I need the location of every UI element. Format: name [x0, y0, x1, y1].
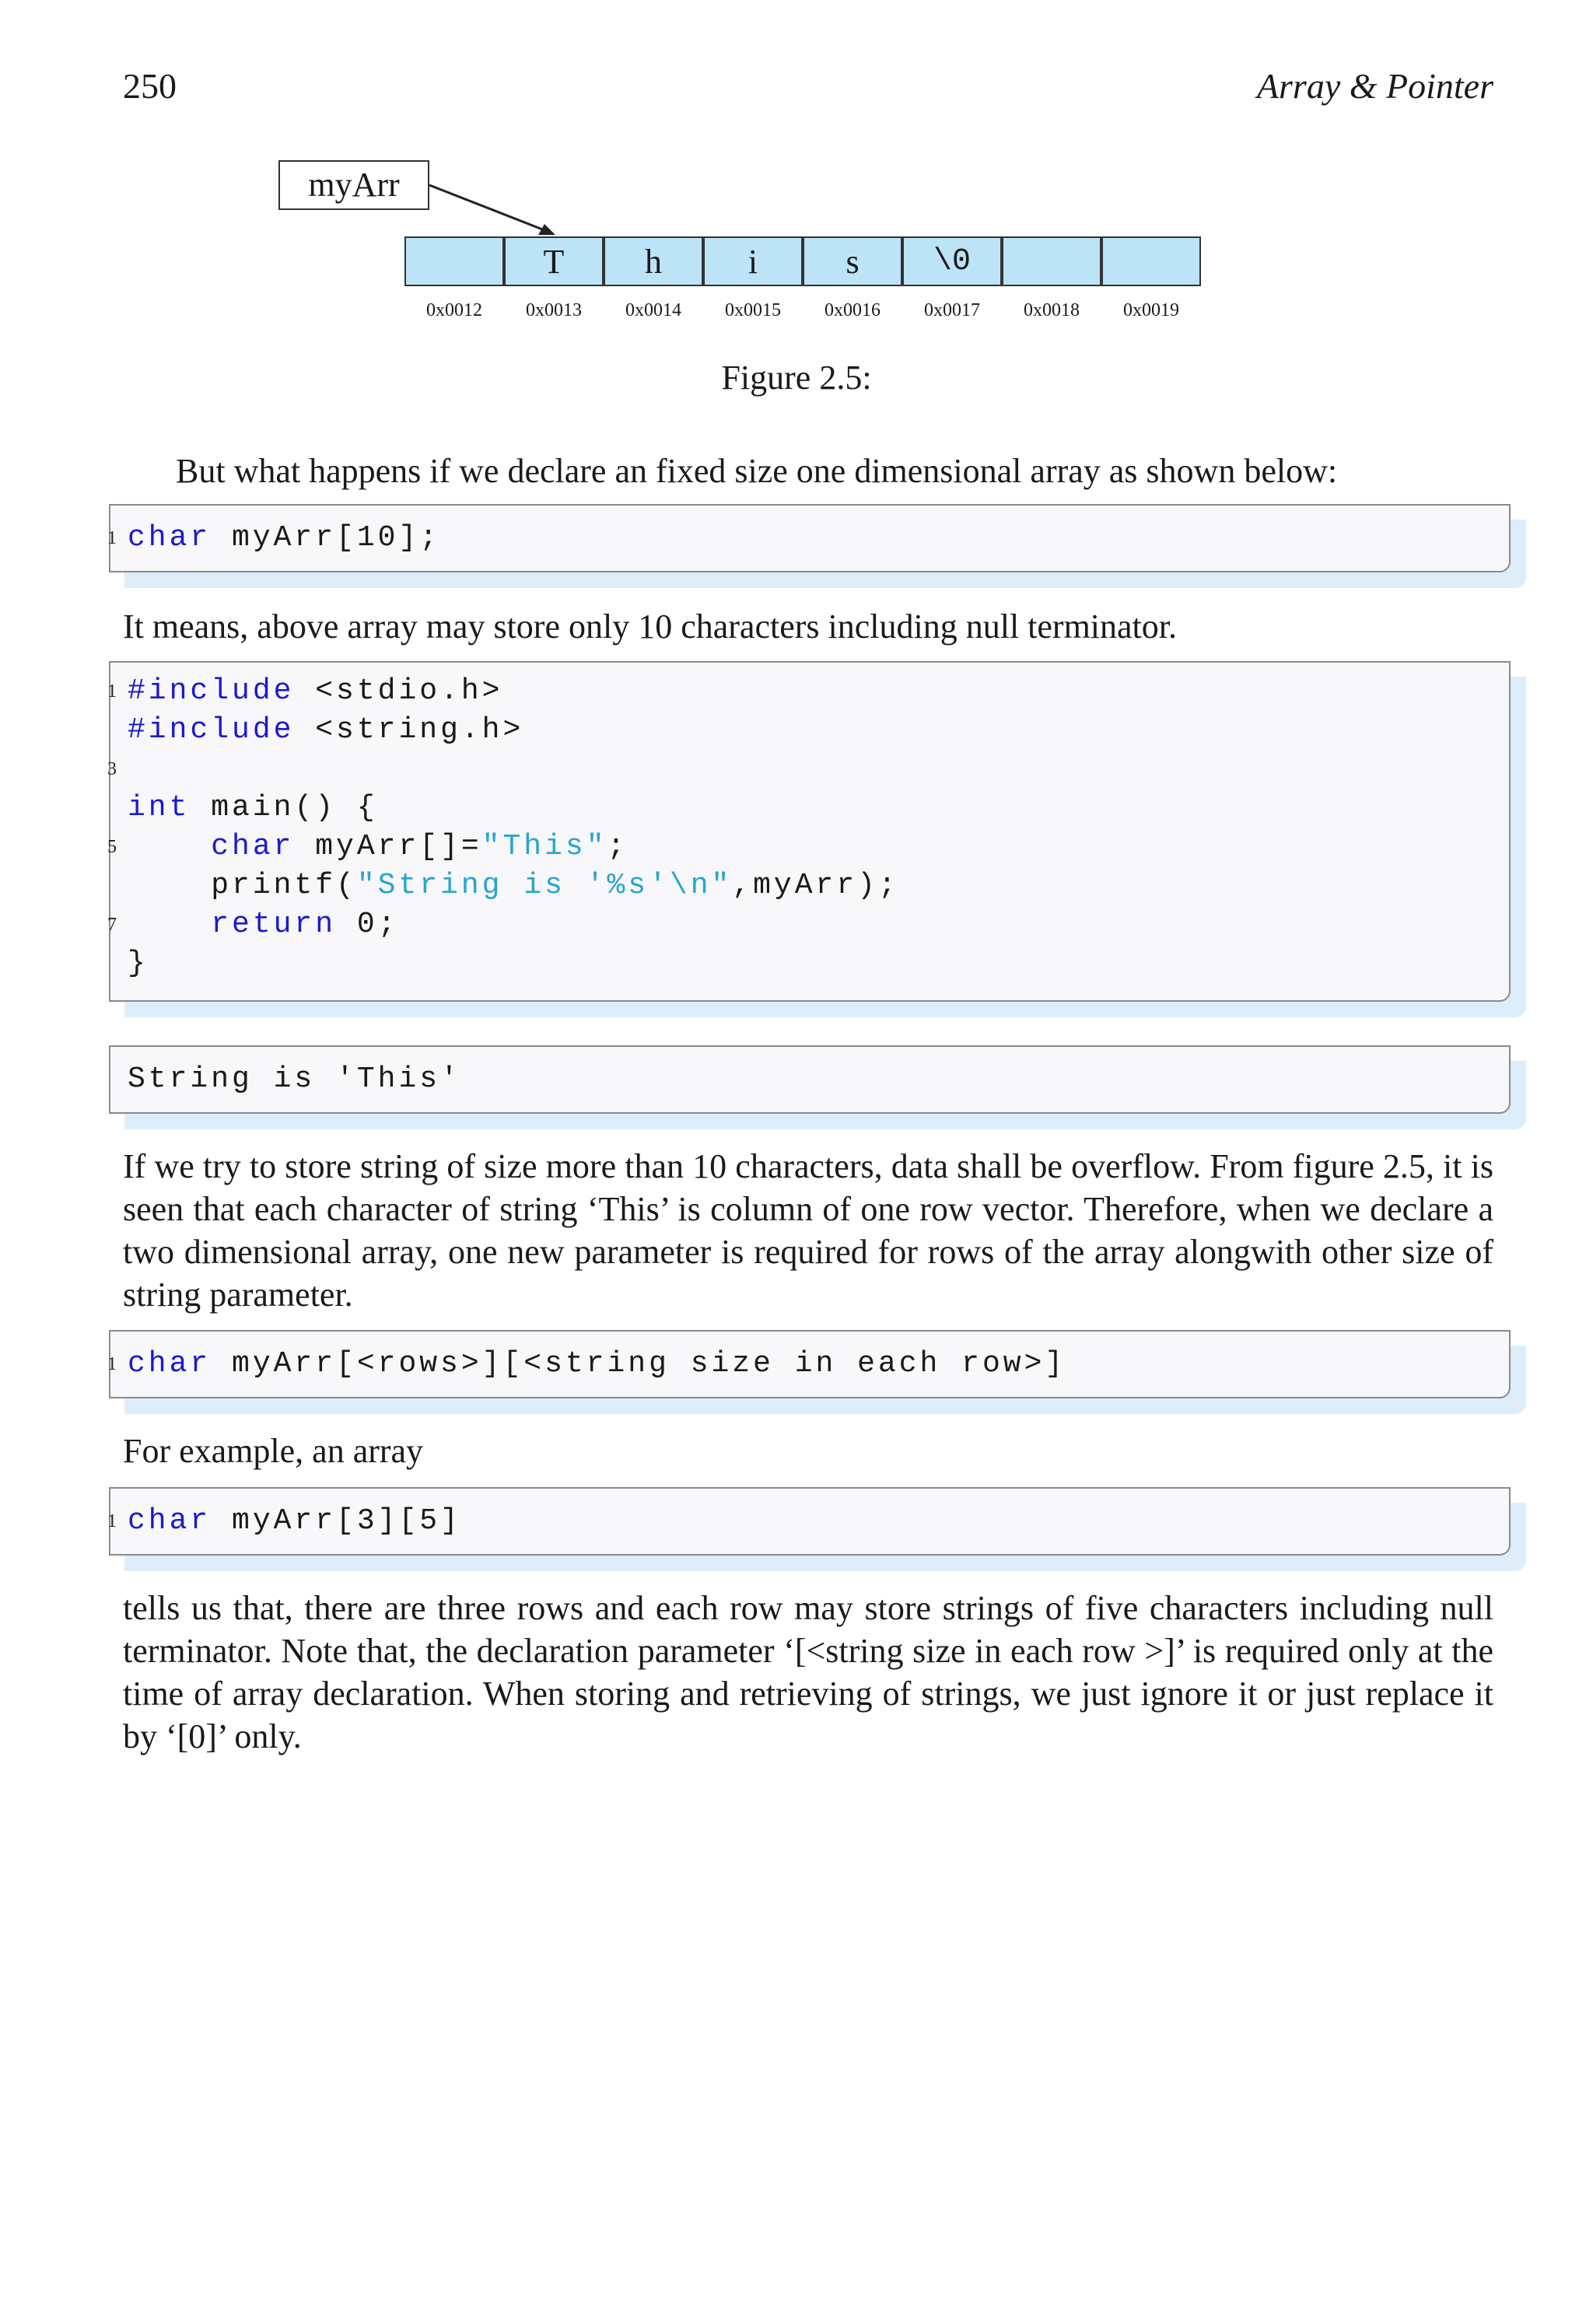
- array-cell: s: [803, 236, 902, 286]
- code-line: }: [128, 947, 149, 980]
- figure-caption: Figure 2.5:: [721, 359, 872, 397]
- paragraph-size-note: It means, above array may store only 10 characters including null terminator.: [123, 607, 1177, 646]
- line-number: 1: [107, 528, 117, 548]
- array-cell: T: [504, 236, 604, 286]
- memory-address: 0x0016: [825, 300, 881, 320]
- line-number: 3: [107, 759, 117, 779]
- array-cell: [404, 236, 504, 286]
- paragraph-example: For example, an array: [123, 1432, 424, 1470]
- code-line: 1 char myArr[3][5]: [128, 1502, 461, 1541]
- code-line: #include <string.h>: [128, 713, 524, 747]
- program-output: [109, 1045, 1511, 1114]
- array-cell: \0: [902, 236, 1002, 286]
- code-line: 1 char myArr[<rows>][<string size in each row>]: [128, 1345, 1066, 1384]
- code-listing-4: [109, 1487, 1511, 1556]
- code-line: 7 return 0;: [128, 905, 398, 944]
- line-number: 7: [107, 915, 117, 935]
- code-line: int main() {: [128, 791, 378, 824]
- memory-address: 0x0018: [1024, 300, 1080, 320]
- output-line: String is 'This': [128, 1062, 461, 1096]
- code-line: 1 #include <stdio.h>: [128, 672, 502, 711]
- memory-address: 0x0014: [625, 300, 681, 320]
- array-cell: [1101, 236, 1201, 286]
- line-number: 1: [107, 1511, 117, 1531]
- memory-address: 0x0013: [526, 300, 582, 320]
- array-cell: [1002, 236, 1101, 286]
- code-line: 5 char myArr[]="This";: [128, 828, 628, 866]
- code-listing-1: [109, 504, 1511, 572]
- line-number: 1: [107, 1354, 117, 1374]
- paragraph-explanation: tells us that, there are three rows and each row may store strings of five characters including null terminator. Note that, the declaration parameter ‘[<string size in each row >]’ is required only at the time of array declaration. When storing and retrieving of strings, we just ignore it or just replace it by ‘[0]’ only.: [123, 1589, 1493, 1755]
- chapter-title: Array & Pointer: [1256, 66, 1493, 106]
- code-listing-2: [109, 661, 1511, 1002]
- memory-address: 0x0019: [1123, 300, 1179, 320]
- code-listing-3: [109, 1330, 1511, 1398]
- code-line: 1 char myArr[10];: [128, 519, 440, 558]
- array-cell: i: [703, 236, 803, 286]
- paragraph-overflow: If we try to store string of size more than 10 characters, data shall be overflow. From figure 2.5, it is seen that each character of string ‘This’ is column of one row vector. Therefore, when we declare a two dimensional array, one new parameter is required for rows of the array alongwith other size of string parameter.: [123, 1147, 1493, 1314]
- line-number: 1: [107, 681, 117, 702]
- code-line: printf("String is '%s'\n",myArr);: [128, 869, 899, 902]
- paragraph-intro: But what happens if we declare an fixed size one dimensional array as shown below:: [176, 452, 1338, 490]
- page-number: 250: [123, 66, 177, 106]
- memory-address: 0x0012: [426, 300, 482, 320]
- memory-address: 0x0017: [924, 300, 980, 320]
- memory-address: 0x0015: [725, 300, 781, 320]
- pointer-label: myArr: [308, 166, 400, 204]
- line-number: 5: [107, 837, 117, 857]
- array-cell: h: [604, 236, 703, 286]
